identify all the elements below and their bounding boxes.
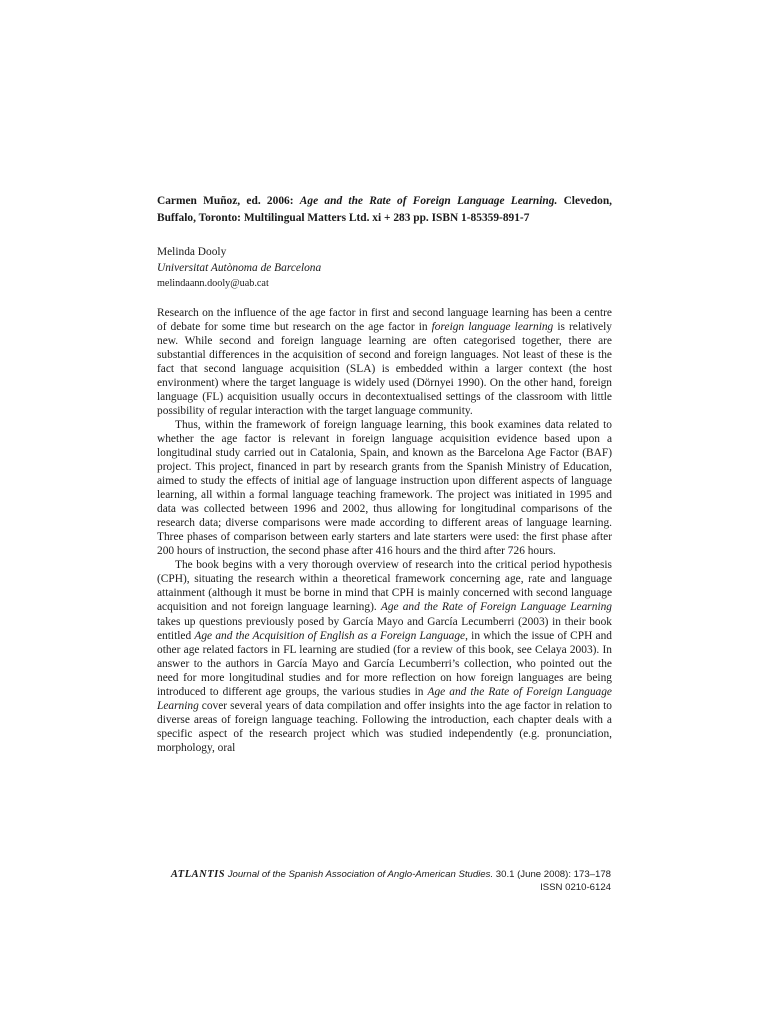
p3-text-c: takes up questions previously posed by García Mayo and García Lecumberri (2003) in their book entitled — [157, 615, 612, 642]
p3-text-a: The book begins with a very thorough overview of research into the critical period hypothesis (CPH), situating the research within a theoretical framework concerning age, rate and language attainment (although it must be borne in mind that CPH is mainly concerned with second language acquisition and not foreign language learning). — [157, 559, 612, 614]
reviewer-block — [157, 245, 612, 292]
p3-text-e: , in which the issue of CPH and other age related factors in FL learning are studied (for a review of this book, see Celaya 2003). In answer to the authors in García Mayo and García Lecumberri’s collection, who pointed out the need for more longitudinal studies and for more reflection on how foreign languages are being introduced to different age groups, the various studies in — [157, 629, 612, 698]
citation-book-title: Age and the Rate of Foreign Language Learning. — [299, 195, 558, 207]
p1-text-a: Research on the influence of the age factor in first and second language learning has been a centre of debate for some time but research on the age factor in — [157, 306, 612, 333]
p3-book-title-3: Age and the Rate of Foreign Language Learning — [157, 685, 612, 712]
journal-logo: ATLANTIS — [170, 869, 226, 880]
paragraph-2: Thus, within the framework of foreign language learning, this book examines data related to whether the age factor is relevant in foreign language acquisition evidence based upon a longitudinal study carried out in Catalonia, Spain, and known as the Barcelona Age Factor (BAF) project. This project, financed in part by research grants from the Spanish Ministry of Education, aimed to study the effects of initial age of language instruction upon different aspects of language learning, all within a formal language teaching framework. The project was initiated in 1995 and data was collected between 1996 and 2002, thus allowing for longitudinal comparisons of the research data; diverse comparisons were made according to different areas of language learning. Three phases of comparison between early starters and late starters were used: the first phase after 200 hours of instruction, the second phase after 416 hours and the third after 726 hours. — [157, 418, 612, 558]
journal-footer — [171, 869, 611, 894]
journal-line — [171, 869, 611, 882]
book-citation — [157, 193, 612, 227]
review-content — [157, 193, 612, 755]
review-body — [157, 306, 612, 756]
reviewer-affiliation: Universitat Autònoma de Barcelona — [157, 261, 322, 274]
journal-issn: ISSN 0210-6124 — [540, 881, 611, 893]
p3-book-title-1: Age and the Rate of Foreign Language Learning — [380, 601, 612, 614]
paragraph-1 — [157, 306, 612, 418]
reviewer-email: melindaann.dooly@uab.cat — [157, 278, 269, 289]
p3-book-title-2: Age and the Acquisition of English as a Foreign Language — [194, 629, 466, 642]
journal-issue: 30.1 (June 2008): 173–178 — [493, 869, 611, 880]
p3-text-g: cover several years of data compilation and offer insights into the age factor in relation to diverse areas of foreign language teaching. Following the introduction, each chapter deals with a specific aspect of the research project which was studied independently (e.g. pronunciation, morphology, oral — [157, 699, 612, 754]
citation-publisher: Clevedon, Buffalo, Toronto: Multilingual Matters Ltd. xi + 283 pp. ISBN 1-85359-891-7 — [157, 195, 612, 224]
citation-editor: Carmen Muñoz, ed. 2006: — [157, 195, 300, 207]
p1-text-c: is relatively new. While second and foreign language learning are often categorised together, there are substantial differences in the acquisition of second and foreign languages. Not least of these is the fact that second language acquisition (SLA) is embedded within a larger context (the host environment) where the target language is widely used (Dörnyei 1990). On the other hand, foreign language (FL) acquisition usually occurs in decontextualised settings of the classroom with little possibility of regular interaction with the target language community. — [157, 320, 612, 417]
paragraph-3 — [157, 558, 612, 755]
p1-emphasis: foreign language learning — [431, 320, 554, 333]
journal-name: Journal of the Spanish Association of Anglo-American Studies. — [225, 869, 494, 880]
reviewer-name: Melinda Dooly — [157, 246, 227, 258]
